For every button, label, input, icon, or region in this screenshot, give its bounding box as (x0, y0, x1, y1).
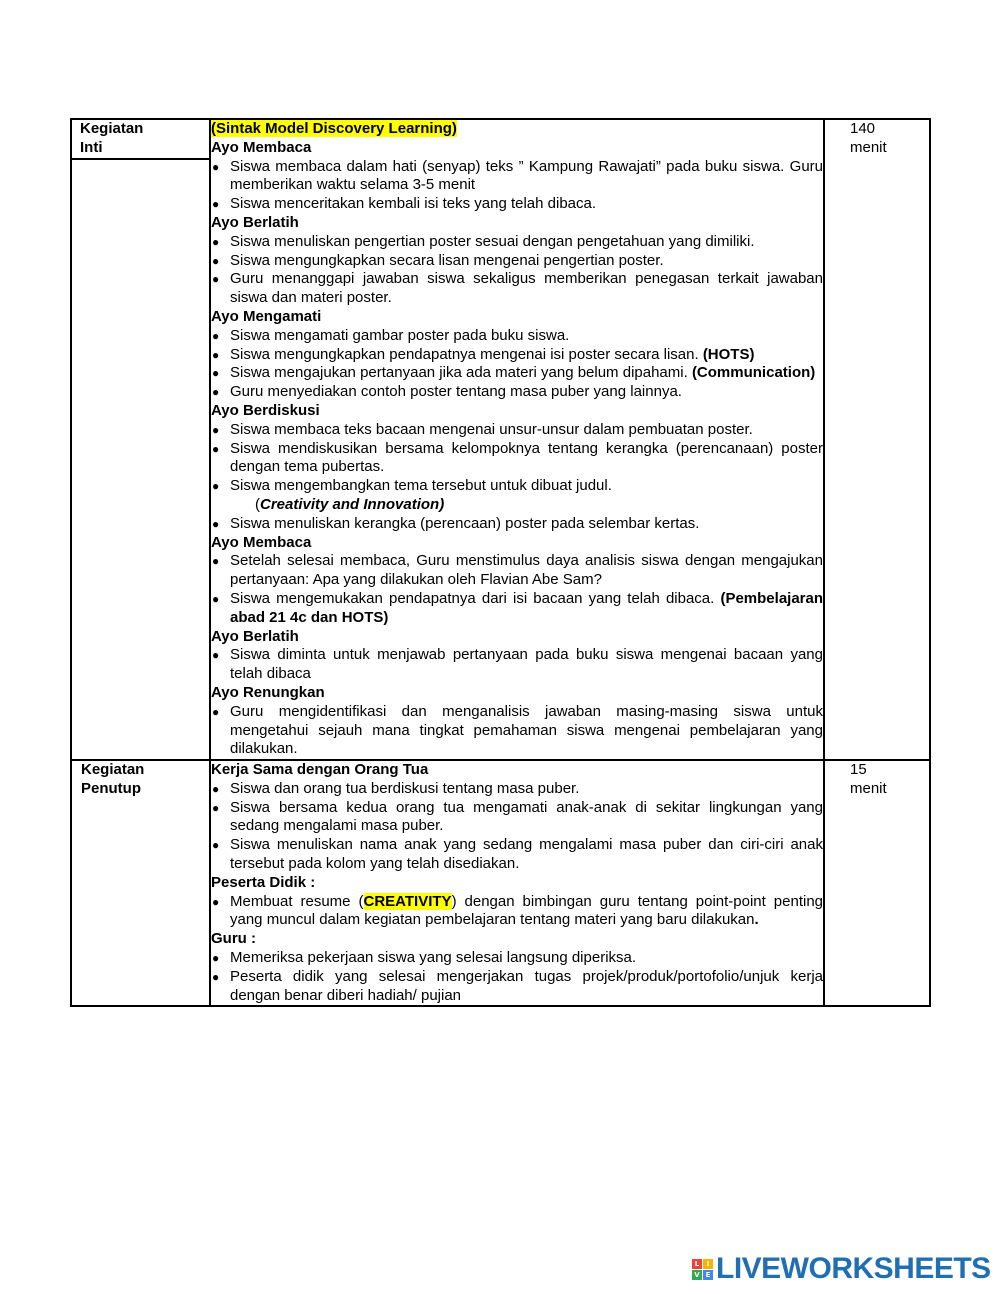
note-text: Creativity and Innovation) (260, 495, 445, 513)
logo-mark-i: I (703, 1259, 713, 1269)
list-item-end: . (754, 911, 759, 929)
bullet-list (211, 646, 823, 684)
time-cell (824, 760, 930, 1006)
phase-cell (71, 760, 210, 1006)
logo-text: LIVEWORKSHEETS (716, 1252, 991, 1285)
list-item-text: Siswa mengembangkan tema tersebut untuk dibuat judul. (230, 477, 612, 495)
section-heading: Ayo Mengamati (211, 307, 322, 325)
list-item (211, 364, 823, 383)
bullet-list (211, 780, 823, 874)
list-item-text: Siswa mengajukan pertanyaan jika ada materi yang belum dipahami. (230, 364, 688, 382)
list-item: ● Siswa membaca teks bacaan mengenai unsur-unsur dalam pembuatan poster. (211, 421, 823, 440)
list-item: ● Peserta didik yang selesai mengerjakan tugas projek/produk/portofolio/unjuk kerja dengan benar diberi hadiah/ pujian (211, 968, 823, 1006)
hots-tag: (HOTS) (702, 345, 755, 363)
bullet-list (211, 552, 823, 627)
list-item: ● Siswa mengungkapkan secara lisan mengenai pengertian poster. (211, 252, 823, 271)
list-item: ● Siswa diminta untuk menjawab pertanyaan pada buku siswa mengenai bacaan yang telah dibaca (211, 646, 823, 684)
list-item: ● Guru menanggapi jawaban siswa sekaligus memberikan penegasan terkait jawaban siswa dan materi poster. (211, 270, 823, 308)
list-item: ● Siswa menuliskan nama anak yang sedang mengalami masa puber dan ciri-ciri anak tersebut pada kolom yang telah disediakan. (211, 836, 823, 874)
section-heading: Guru : (211, 930, 256, 948)
list-item: ● Siswa bersama kedua orang tua mengamati anak-anak di sekitar lingkungan yang sedang mengalami masa puber. (211, 799, 823, 837)
abad21-tag: (Pembelajaran abad 21 4c dan HOTS) (230, 589, 824, 626)
list-item (211, 477, 823, 515)
list-item: ● Siswa membaca dalam hati (senyap) teks ” Kampung Rawajati” pada buku siswa. Guru memberikan waktu selama 3-5 menit (211, 158, 823, 196)
section-heading: Ayo Membaca (211, 138, 312, 156)
logo-mark-e: E (703, 1270, 713, 1280)
creativity-note (230, 496, 823, 515)
lesson-plan-table (70, 118, 931, 1007)
bullet-list (211, 233, 823, 308)
list-item: ● Siswa mengamati gambar poster pada buku siswa. (211, 327, 823, 346)
logo-mark-icon (692, 1259, 713, 1280)
list-item: ● Guru mengidentifikasi dan menganalisis jawaban masing-masing siswa untuk mengetahui sejauh mana tingkat pemahaman siswa mengenai pembelajaran yang dilakukan. (211, 703, 823, 759)
bullet-list (211, 703, 823, 759)
table-row-kegiatan-inti (71, 119, 930, 760)
list-item: ● Siswa menceritakan kembali isi teks yang telah dibaca. (211, 195, 823, 214)
table-row-kegiatan-penutup (71, 760, 930, 1006)
creativity-highlight: CREATIVITY (363, 892, 452, 910)
bullet-list (211, 158, 823, 214)
bullet-list (211, 327, 823, 402)
bullet-list (211, 949, 823, 1005)
bullet-list (211, 893, 823, 931)
list-item: ● Setelah selesai membaca, Guru menstimulus daya analisis siswa dengan mengajukan pertanyaan: Apa yang dilakukan oleh Flavian Abe Sam? (211, 552, 823, 590)
time-cell (824, 119, 930, 760)
phase-cell (71, 119, 210, 760)
time-label: 15 menit (850, 761, 887, 797)
section-heading: Kerja Sama dengan Orang Tua (211, 761, 429, 779)
list-item: ● Siswa dan orang tua berdiskusi tentang masa puber. (211, 780, 823, 799)
list-item-text: ) dengan bimbingan guru tentang point-point penting yang muncul dalam kegiatan pembelajaran tentang materi yang baru dilakukan (230, 892, 823, 929)
section-heading: Ayo Berlatih (211, 627, 299, 645)
list-item: ● Siswa menuliskan pengertian poster sesuai dengan pengetahuan yang dimiliki. (211, 233, 823, 252)
list-item: ● Siswa menuliskan kerangka (perencaan) poster pada selembar kertas. (211, 515, 823, 534)
list-item-text: Membuat resume ( (230, 892, 364, 910)
intro-open: ( (211, 120, 216, 137)
section-heading: Ayo Membaca (211, 533, 312, 551)
communication-tag: (Communication) (691, 364, 816, 382)
list-item (211, 893, 823, 931)
activity-cell (210, 119, 824, 760)
activity-cell (210, 760, 824, 1006)
list-item: ● Guru menyediakan contoh poster tentang masa puber yang lainnya. (211, 383, 823, 402)
list-item: ● Memeriksa pekerjaan siswa yang selesai langsung diperiksa. (211, 949, 823, 968)
phase-label: Kegiatan Penutup (81, 761, 145, 797)
intro-highlight: Sintak Model Discovery Learning) (216, 120, 457, 137)
logo-mark-l: L (692, 1259, 702, 1269)
section-heading: Ayo Renungkan (211, 683, 325, 701)
list-item: ● Siswa mendiskusikan bersama kelompoknya tentang kerangka (perencanaan) poster dengan tema pubertas. (211, 440, 823, 478)
section-heading: Peserta Didik : (211, 873, 316, 891)
section-heading: Ayo Berdiskusi (211, 401, 320, 419)
list-item-text: Siswa mengemukakan pendapatnya dari isi bacaan yang telah dibaca. (230, 589, 715, 607)
list-item (211, 590, 823, 628)
bullet-list (211, 421, 823, 534)
liveworksheets-logo (692, 1253, 991, 1285)
logo-mark-v: V (692, 1270, 702, 1280)
list-item (211, 346, 823, 365)
section-heading: Ayo Berlatih (211, 213, 299, 231)
phase-label: Kegiatan Inti (71, 120, 210, 160)
list-item-text: Siswa mengungkapkan pendapatnya mengenai isi poster secara lisan. (230, 345, 699, 363)
note-open: ( (255, 495, 260, 513)
intro-line (211, 120, 823, 139)
time-label: 140 menit (850, 120, 887, 156)
